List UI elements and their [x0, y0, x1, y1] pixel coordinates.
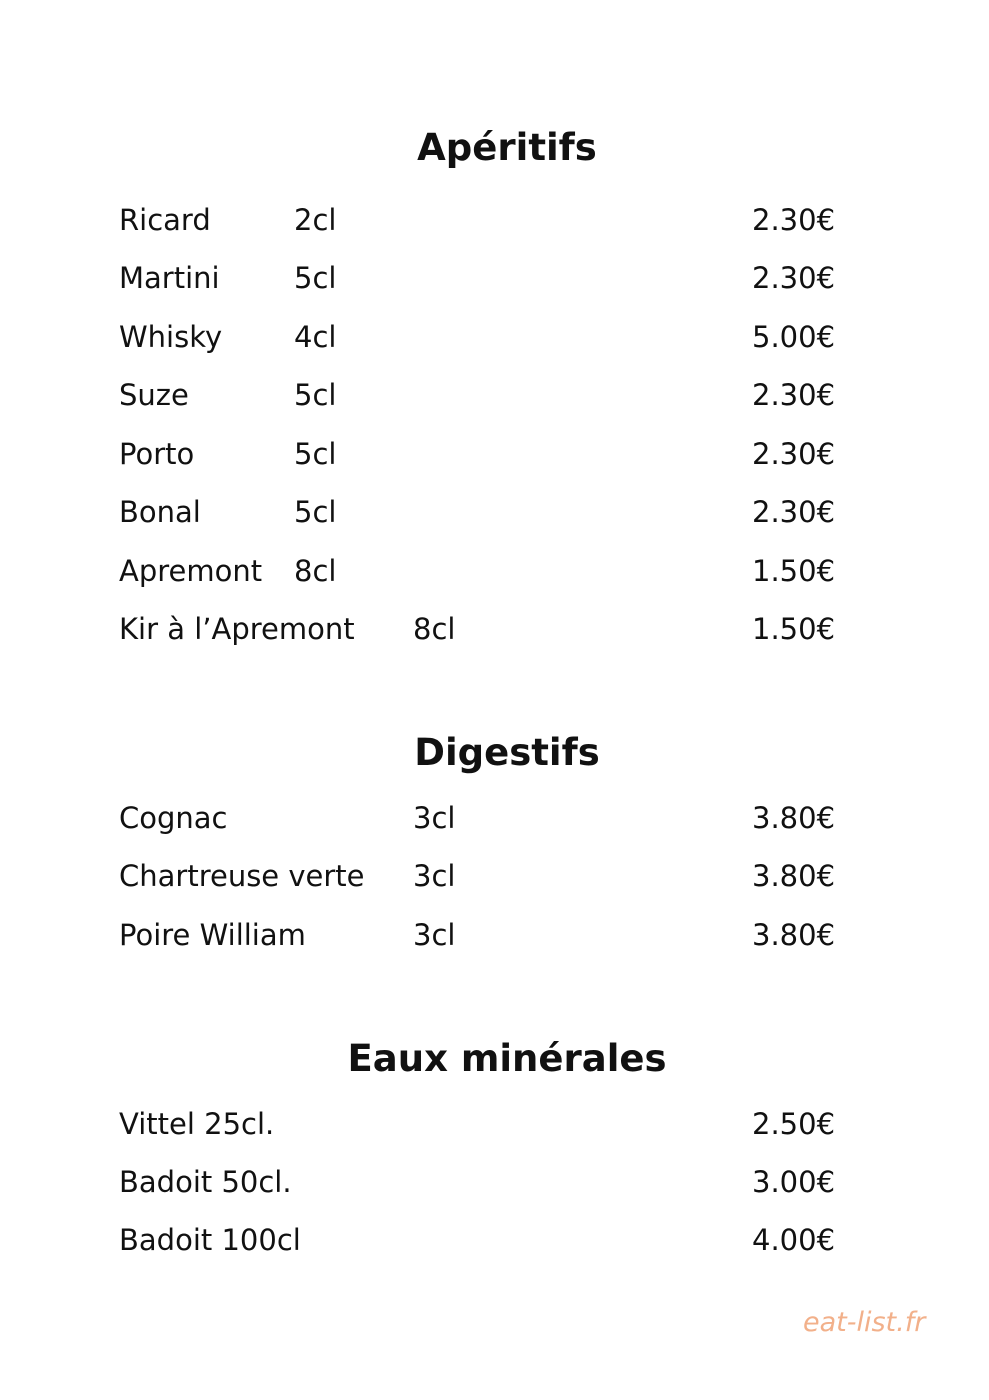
item-price: 2.30€ — [752, 437, 836, 471]
item-name: Poire William — [119, 918, 306, 952]
menu-item-vittel — [0, 1104, 989, 1144]
item-price: 4.00€ — [752, 1223, 836, 1257]
menu-item-martini — [0, 258, 989, 298]
menu-item-kir-apremont — [0, 609, 989, 649]
item-name: Cognac — [119, 801, 228, 835]
item-quantity: 3cl — [413, 918, 456, 952]
item-price: 2.30€ — [752, 495, 836, 529]
item-name: Chartreuse verte — [119, 859, 365, 893]
item-quantity: 4cl — [294, 320, 337, 354]
menu-item-ricard — [0, 200, 989, 240]
section-title-aperitifs: Apéritifs — [417, 126, 597, 169]
item-price: 2.30€ — [752, 203, 836, 237]
item-price: 3.80€ — [752, 801, 836, 835]
item-quantity: 2cl — [294, 203, 337, 237]
item-quantity: 5cl — [294, 437, 337, 471]
item-name: Kir à l’Apremont — [119, 612, 355, 646]
item-quantity: 8cl — [294, 554, 337, 588]
menu-item-bonal — [0, 492, 989, 532]
item-price: 2.30€ — [752, 378, 836, 412]
item-name: Whisky — [119, 320, 223, 354]
menu-item-apremont — [0, 551, 989, 591]
menu-item-suze — [0, 375, 989, 415]
item-name: Martini — [119, 261, 220, 295]
item-name: Badoit 100cl — [119, 1223, 301, 1257]
item-quantity: 3cl — [413, 859, 456, 893]
item-quantity: 5cl — [294, 261, 337, 295]
item-price: 2.30€ — [752, 261, 836, 295]
item-name: Apremont — [119, 554, 263, 588]
menu-item-porto — [0, 434, 989, 474]
item-quantity: 3cl — [413, 801, 456, 835]
item-name: Porto — [119, 437, 195, 471]
item-quantity: 5cl — [294, 378, 337, 412]
watermark: eat-list.fr — [803, 1307, 926, 1338]
item-name: Vittel 25cl. — [119, 1107, 275, 1141]
item-quantity: 8cl — [413, 612, 456, 646]
item-name: Ricard — [119, 203, 211, 237]
menu-item-cognac — [0, 798, 989, 838]
menu-item-whisky — [0, 317, 989, 357]
section-title-eaux-minerales: Eaux minérales — [347, 1037, 667, 1080]
item-price: 3.80€ — [752, 918, 836, 952]
item-price: 3.00€ — [752, 1165, 836, 1199]
item-price: 3.80€ — [752, 859, 836, 893]
item-name: Suze — [119, 378, 189, 412]
item-price: 1.50€ — [752, 554, 836, 588]
item-name: Bonal — [119, 495, 201, 529]
section-title-digestifs: Digestifs — [414, 731, 600, 774]
item-price: 1.50€ — [752, 612, 836, 646]
menu-item-chartreuse-verte — [0, 856, 989, 896]
menu-item-badoit-50cl — [0, 1162, 989, 1202]
menu-item-badoit-100cl — [0, 1220, 989, 1260]
item-price: 5.00€ — [752, 320, 836, 354]
item-quantity: 5cl — [294, 495, 337, 529]
item-name: Badoit 50cl. — [119, 1165, 292, 1199]
menu-item-poire-william — [0, 915, 989, 955]
item-price: 2.50€ — [752, 1107, 836, 1141]
